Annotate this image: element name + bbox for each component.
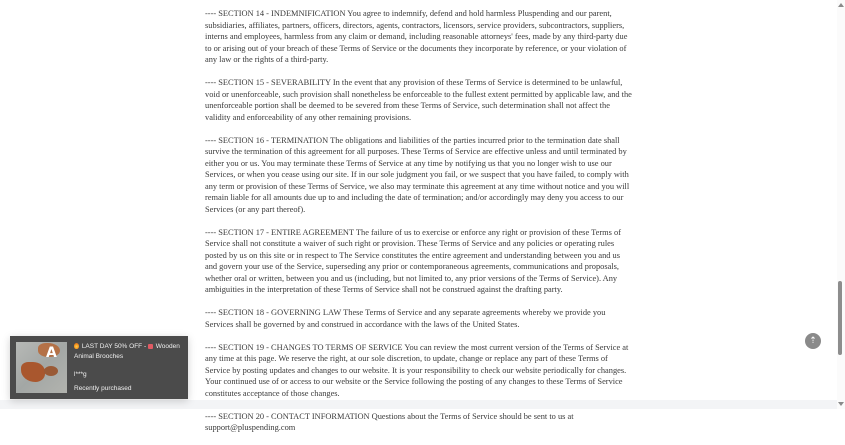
- brooch-shape: [21, 362, 45, 382]
- fire-icon: [74, 343, 79, 349]
- scroll-to-top-button[interactable]: [805, 333, 821, 349]
- title-part-2: Wooden Animal Brooches: [74, 343, 180, 360]
- section-heading: ---- SECTION 18 - GOVERNING LAW: [205, 308, 342, 317]
- purchase-status: Recently purchased: [74, 385, 132, 392]
- section-heading: ---- SECTION 16 - TERMINATION: [205, 135, 329, 145]
- section-heading: ---- SECTION 14 - INDEMNIFICATION: [205, 9, 346, 18]
- gift-icon: [148, 344, 153, 349]
- product-title[interactable]: [74, 342, 184, 362]
- section-body: Questions about the Terms of Service should be sent to us at support@pluspending.com: [205, 411, 574, 432]
- section-body: In the event that any provision of these Terms of Service is determined to be unlawful, void or unenforceable, such provision shall nonetheless be enforceable to the fullest extent permitted by applicable law, and the unenforceable portion shall be deemed to be severed from these Terms of Service, such determination shall not affect the validity and enforceability of any other remaining provisions.: [205, 78, 632, 122]
- terms-of-service-content: [205, 8, 633, 445]
- section-17: [205, 227, 633, 296]
- section-body: These Terms of Service and any separate agreements whereby we provide you Services shall be governed by and construed in accordance with the laws of the United States.: [205, 308, 606, 329]
- section-heading: ---- SECTION 15 - SEVERABILITY: [205, 78, 331, 87]
- section-body: The obligations and liabilities of the parties incurred prior to the termination date shall survive the termination of this agreement for all purposes. These Terms of Service are effective unless and until terminated by either you or us. You may terminate these Terms of Service at any time by notifying us that you no longer wish to use our Services, or when you cease using our site. If in our sole judgment you fail, or we suspect that you have failed, to comply with any term or provision of these Terms of Service, we also may terminate this agreement at any time without notice and you will remain liable for all amounts due up to and including the date of termination; and/or accordingly may deny you access to our Services (or any part thereof).: [205, 135, 630, 214]
- section-heading: ---- SECTION 17 - ENTIRE AGREEMENT: [205, 227, 354, 237]
- page-scrollbar[interactable]: [837, 0, 845, 409]
- title-part-1: LAST DAY 50% OFF -: [81, 343, 147, 350]
- section-15: [205, 77, 633, 123]
- section-heading: ---- SECTION 20 - CONTACT INFORMATION: [205, 411, 370, 421]
- purchaser-name: l***g: [74, 371, 87, 378]
- section-20: [205, 411, 633, 434]
- section-body: The failure of us to exercise or enforce any right or provision of these Terms of Service shall not constitute a waiver of such right or provision. These Terms of Service and any policies or operating rules posted by us on this site or in respect to The Service constitutes the entire agreement and understanding between you and us and govern your use of the Service, superseding any prior or contemporaneous agreements, communications and proposals, whether oral or written, between you and us (including, but not limited to, any prior versions of the Terms of Service). Any ambiguities in the interpretation of these Terms of Service shall not be construed against the drafting party.: [205, 227, 621, 294]
- section-body: You can review the most current version of the Terms of Service at any time at this page. We reserve the right, at our sole discretion, to update, change or replace any part of these Terms of Service by posting updates and changes to our website. It is your responsibility to check our website periodically for changes. Your continued use of or access to our website or the Service following the posting of any changes to these Terms of Service constitutes acceptance of those changes.: [205, 342, 629, 398]
- bottom-strip: [0, 400, 845, 409]
- thumbnail-letter: A: [46, 345, 57, 361]
- section-heading: ---- SECTION 19 - CHANGES TO TERMS OF SERVICE: [205, 342, 403, 352]
- scroll-down-arrow-icon[interactable]: [838, 402, 844, 406]
- scroll-up-arrow-icon[interactable]: [838, 3, 844, 7]
- recent-purchase-popup[interactable]: [10, 336, 188, 399]
- arrow-up-icon: ⇡: [809, 336, 817, 346]
- section-14: [205, 8, 633, 66]
- product-thumbnail[interactable]: [16, 342, 67, 393]
- scrollbar-thumb[interactable]: [838, 281, 842, 355]
- section-16: [205, 135, 633, 216]
- brooch-shape: [44, 366, 58, 376]
- section-18: [205, 307, 633, 330]
- section-body: You agree to indemnify, defend and hold harmless Pluspending and our parent, subsidiaries, affiliates, partners, officers, directors, agents, contractors, licensors, service providers, subcontractors, suppliers, interns and employees, harmless from any claim or demand, including reasonable attorneys' fees, made by any third-party due to or arising out of your breach of these Terms of Service or the documents they incorporate by reference, or your violation of any law or the rights of a third-party.: [205, 9, 628, 64]
- section-19: [205, 342, 633, 400]
